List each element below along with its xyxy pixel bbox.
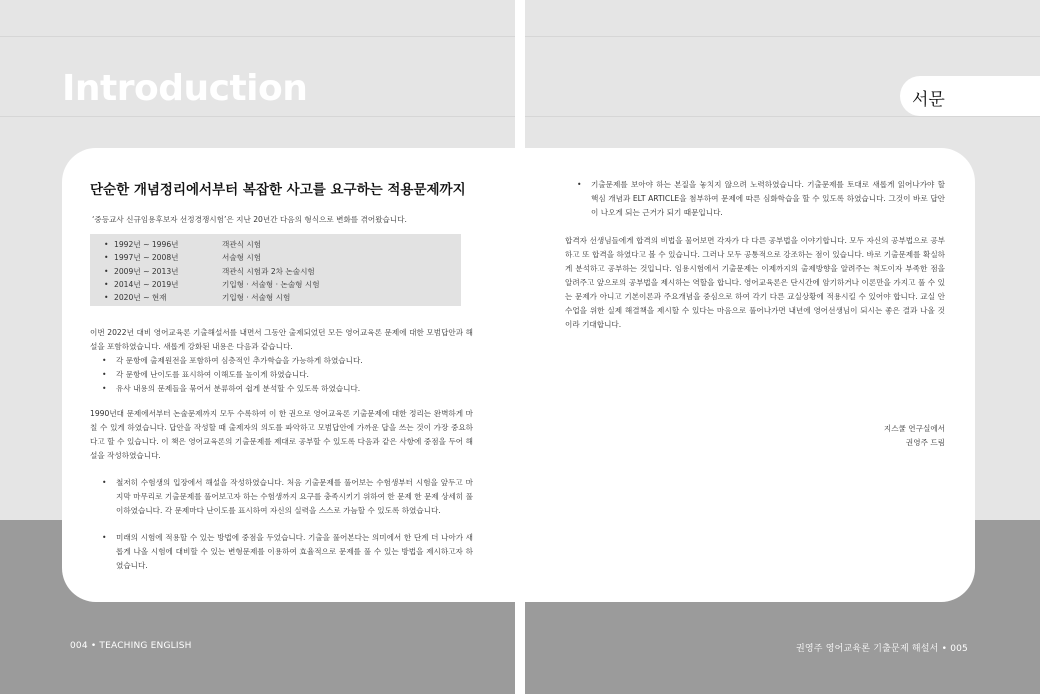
right-content-card — [525, 148, 975, 602]
format-type: 서술형 시험 — [222, 253, 262, 263]
right-footer: 권영주 영어교육론 기출문제 해설서 • 005 — [795, 644, 968, 654]
format-type: 기입형 · 서술형 · 논술형 시험 — [222, 279, 320, 289]
list-item-text: 각 문항에 난이도를 표시하여 이해도를 높이게 하였습니다. — [116, 370, 309, 379]
list-item-text: 미래의 시험에 적용할 수 있는 방법에 중점을 두었습니다. 기출을 풀어본다는 의미에서 한 단계 더 나아가 새롭게 나올 시험에 대비할 수 있는 변형문제를 이용하여 효율적으로 문제를 풀 수 있는 방법을 제시하고자 하였습니다. — [116, 533, 473, 570]
format-row: • 1992년 ~ 1996년 객관식 시험 — [104, 238, 461, 251]
left-footer: 004 • TEACHING ENGLISH — [70, 641, 192, 651]
list-item-text: 각 문항에 출제원전을 포함하여 심층적인 추가학습을 가능하게 하였습니다. — [116, 356, 363, 365]
intro-sentence: ‘중등교사 신규임용후보자 선정경쟁시험’은 지난 20년간 다음의 형식으로 변화를 겪어왔습니다. — [92, 215, 407, 224]
list-item-text: 유사 내용의 문제들을 묶어서 분류하여 쉽게 분석할 수 있도록 하였습니다. — [116, 384, 361, 393]
stripe — [0, 116, 515, 117]
format-row: • 2020년 ~ 현재 기입형 · 서술형 시험 — [104, 291, 461, 304]
paragraph-block-1 — [90, 326, 473, 396]
left-page — [0, 0, 515, 694]
stripe — [525, 36, 1040, 37]
stripe — [525, 116, 1040, 117]
right-page — [525, 0, 1040, 694]
format-row: • 2009년 ~ 2013년 객관식 시험과 2차 논술시험 — [104, 265, 461, 278]
format-period: 1997년 ~ 2008년 — [114, 253, 179, 263]
list-item: • 각 문항에 출제원전을 포함하여 심층적인 추가학습을 가능하게 하였습니다. — [102, 354, 473, 368]
format-period: 2020년 ~ 현재 — [114, 293, 167, 303]
list-item-text: 기출문제를 보아야 하는 본질을 놓치지 않으려 노력하였습니다. 기출문제를 토대로 새롭게 읽어나가야 할 핵심 개념과 ELT ARTICLE을 첨부하여 문제에 따른 심화학습을 할 수 있도록 하였습니다. 그것이 바로 답안이 나오게 되는 근거가 되기 때문입니다. — [591, 180, 945, 217]
list-item: • 철저히 수험생의 입장에서 해설을 작성하였습니다. 처음 기출문제를 풀어보는 수험생부터 시험을 앞두고 마지막 마무리로 기출문제를 풀어보고자 하는 수험생까지 요구를 충족시키기 위하여 한 문제 한 문제 상세히 풀이하였습니다. 각 문제마다 난이도를 표시하여 자신의 실력을 스스로 가늠할 수 있도록 하였습니다. — [102, 476, 473, 518]
section-tab: 서문 — [900, 76, 1040, 116]
paragraph: 1990년대 문제에서부터 논술문제까지 모두 수록하여 이 한 권으로 영어교육론 기출문제에 대한 정리는 완벽하게 마칠 수 있게 하였습니다. 답안을 작성할 때 출제자의 의도를 파악하고 모범답안에 가까운 답을 쓰는 것이 가장 중요하다고 할 수 있습니다. 이 책은 영어교육론의 기출문제를 제대로 공부할 수 있도록 다음과 같은 사항에 중점을 두어 해설을 작성하였습니다. — [90, 409, 473, 460]
section-heading: 단순한 개념정리에서부터 복잡한 사고를 요구하는 적용문제까지 — [90, 182, 466, 198]
exam-format-box — [90, 234, 461, 306]
list-item: • 기출문제를 보아야 하는 본질을 놓치지 않으려 노력하였습니다. 기출문제를 토대로 새롭게 읽어나가야 할 핵심 개념과 ELT ARTICLE을 첨부하여 문제에 따른 심화학습을 할 수 있도록 하였습니다. 그것이 바로 답안이 나오게 되는 근거가 되기 때문입니다. — [577, 178, 945, 220]
format-row: • 2014년 ~ 2019년 기입형 · 서술형 · 논술형 시험 — [104, 278, 461, 291]
list-item-text: 철저히 수험생의 입장에서 해설을 작성하였습니다. 처음 기출문제를 풀어보는 수험생부터 시험을 앞두고 마지막 마무리로 기출문제를 풀어보고자 하는 수험생까지 요구를 충족시키기 위하여 한 문제 한 문제 상세히 풀이하였습니다. 각 문제마다 난이도를 표시하여 자신의 실력을 스스로 가늠할 수 있도록 하였습니다. — [116, 478, 473, 515]
format-type: 객관식 시험과 2차 논술시험 — [222, 266, 315, 276]
left-content-card — [62, 148, 515, 602]
paragraph-block-3 — [90, 476, 473, 573]
introduction-title: Introduction — [62, 68, 308, 109]
format-type: 객관식 시험 — [222, 240, 262, 249]
paragraph-block-4 — [565, 178, 945, 220]
paragraph-block-5 — [565, 234, 945, 332]
format-period: 2014년 ~ 2019년 — [114, 279, 179, 289]
paragraph: 합격자 선생님들에게 합격의 비법을 물어보면 각자가 다 다른 공부법을 이야기합니다. 모두 자신의 공부법으로 공부하고 또 합격을 하였다고 볼 수 있습니다. 그러나 모두 공통적으로 강조하는 점이 있습니다. 바로 기출문제를 확실하게 분석하고 공부하는 것입니다. 임용시험에서 기출문제는 이제까지의 출제방향을 알려주는 척도이자 부족한 점을 알려주고 앞으로의 공부법을 제시하는 역할을 합니다. 영어교육론은 단시간에 암기하거나 이론만을 가지고 풀 수 있는 문제가 아니고 기본이론과 주요개념을 중심으로 하여 각기 다른 교실상황에 적용시킬 수 있어야 합니다. 교실 안 수업을 위한 실제 해결책을 제시할 수 있다는 마음으로 풀어나가면 내년에 영어선생님이 되시는 좋은 결과 나올 것이라 기대합니다. — [565, 236, 945, 329]
signature-place: 지스쿨 연구실에서 — [883, 424, 945, 433]
stripe — [0, 36, 515, 37]
paragraph-block-2 — [90, 407, 473, 463]
format-row: • 1997년 ~ 2008년 서술형 시험 — [104, 251, 461, 264]
format-period: 1992년 ~ 1996년 — [114, 240, 179, 249]
list-item: • 각 문항에 난이도를 표시하여 이해도를 높이게 하였습니다. — [102, 368, 473, 382]
list-item: • 미래의 시험에 적용할 수 있는 방법에 중점을 두었습니다. 기출을 풀어본다는 의미에서 한 단계 더 나아가 새롭게 나올 시험에 대비할 수 있는 변형문제를 이용하여 효율적으로 문제를 풀 수 있는 방법을 제시하고자 하였습니다. — [102, 531, 473, 573]
format-type: 기입형 · 서술형 시험 — [222, 293, 291, 303]
signature-name: 권영주 드림 — [905, 438, 945, 447]
format-period: 2009년 ~ 2013년 — [114, 266, 179, 276]
list-item: • 유사 내용의 문제들을 묶어서 분류하여 쉽게 분석할 수 있도록 하였습니다. — [102, 382, 473, 396]
paragraph: 이번 2022년 대비 영어교육론 기출해설서를 내면서 그동안 출제되었던 모든 영어교육론 문제에 대한 모범답안과 해설을 포함하였습니다. 새롭게 강화된 내용은 다음과 같습니다. — [90, 328, 473, 351]
